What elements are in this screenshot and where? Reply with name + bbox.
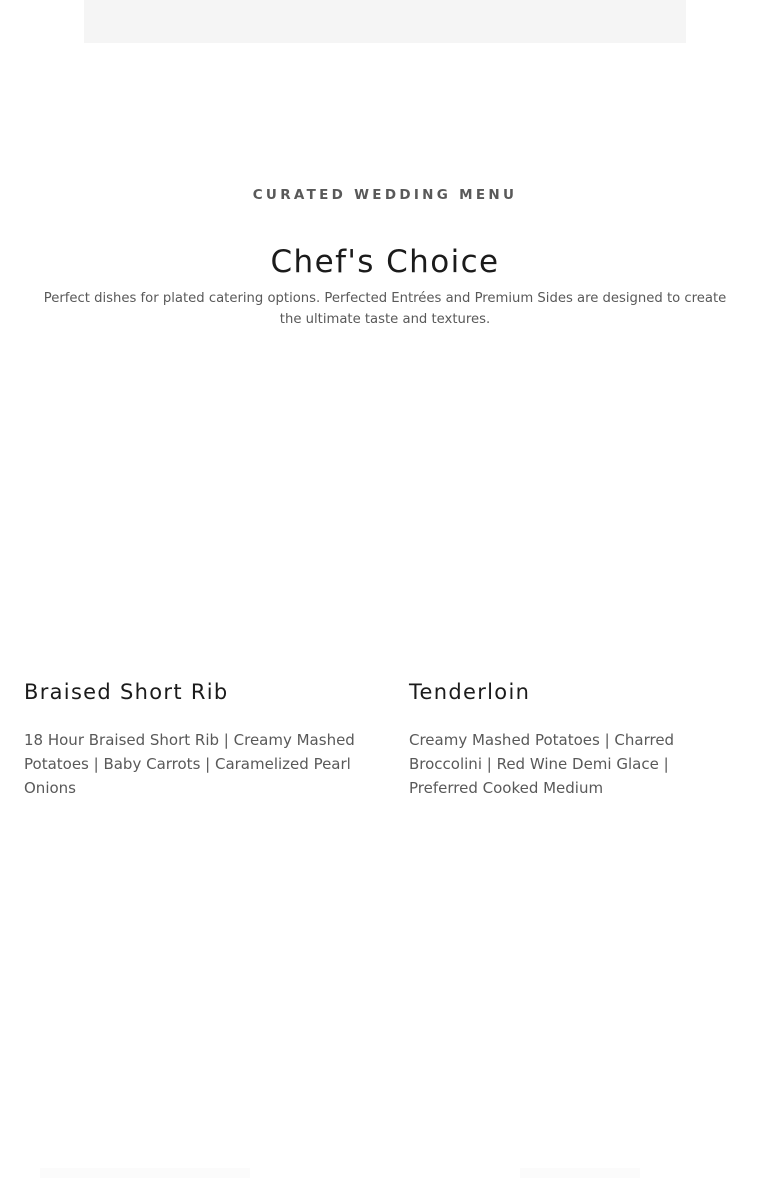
menu-item-braised-short-rib: [24, 677, 369, 800]
section-eyebrow: CURATED WEDDING MENU: [252, 187, 518, 203]
menu-item-tenderloin: [409, 677, 754, 800]
next-menu-item-image-right: [520, 1168, 640, 1178]
section-title: Chef's Choice: [270, 244, 500, 280]
menu-item-description: Creamy Mashed Potatoes | Charred Broccolini | Red Wine Demi Glace | Preferred Cooked Medium: [409, 731, 675, 797]
menu-item-title: Tenderloin: [409, 680, 531, 704]
next-menu-item-image-left: [40, 1168, 250, 1178]
section-description: Perfect dishes for plated catering options. Perfected Entrées and Premium Sides are designed to create the ultimate taste and textures.: [43, 291, 727, 327]
menu-item-title: Braised Short Rib: [24, 680, 229, 704]
top-image-placeholder: [84, 0, 686, 43]
menu-item-description: 18 Hour Braised Short Rib | Creamy Mashed Potatoes | Baby Carrots | Caramelized Pearl Onions: [24, 731, 355, 797]
